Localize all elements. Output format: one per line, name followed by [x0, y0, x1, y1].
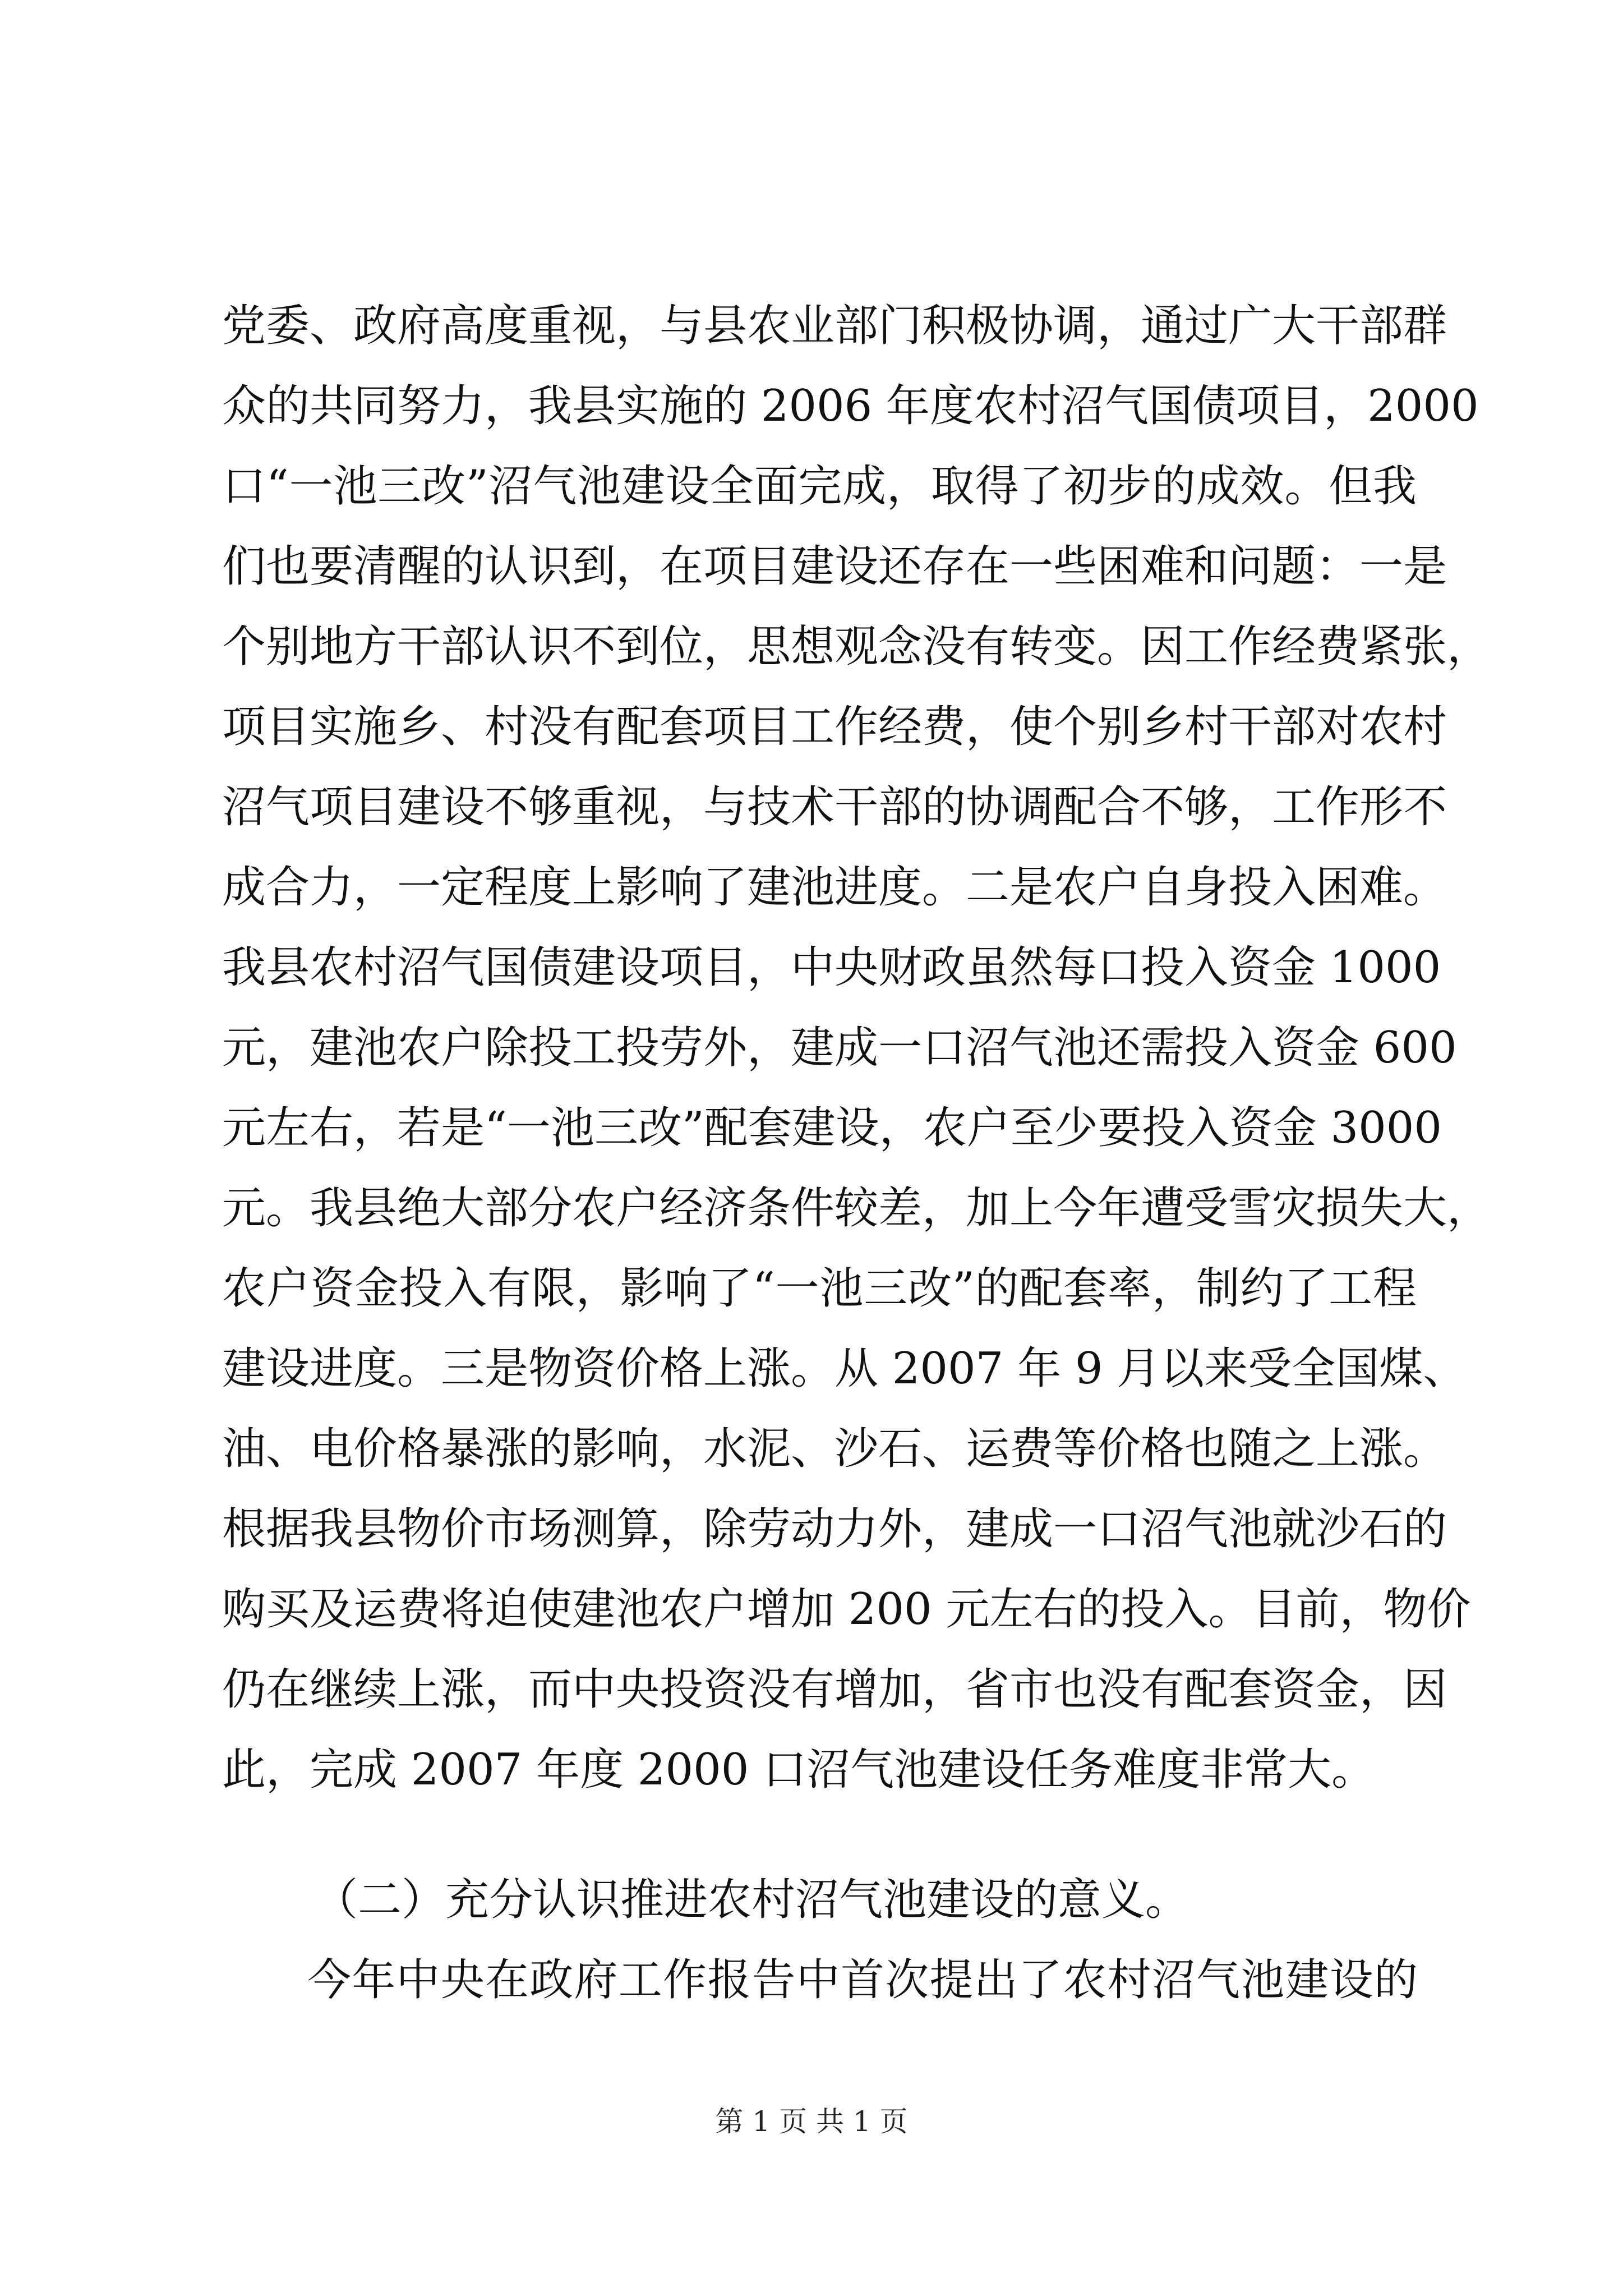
section-heading: （二）充分认识推进农村沼气池建设的意义。 — [314, 1875, 1189, 1925]
text-line: 根据我县物价市场测算，除劳动力外，建成一口沼气池就沙石的 — [222, 1504, 1447, 1554]
paragraph-2: 今年中央在政府工作报告中首次提出了农村沼气池建设的 — [307, 1955, 1418, 2005]
text-line: 建设进度。三是物资价格上涨。从 2007 年 9 月以来受全国煤、 — [222, 1343, 1467, 1394]
text-line: 仍在继续上涨，而中央投资没有增加，省市也没有配套资金，因 — [222, 1664, 1447, 1715]
text-line: 元，建池农户除投工投劳外，建成一口沼气池还需投入资金 600 — [222, 1023, 1457, 1073]
text-line: 我县农村沼气国债建设项目，中央财政虽然每口投入资金 1000 — [222, 942, 1441, 993]
text-line: 购买及运费将迫使建池农户增加 200 元左右的投入。目前，物价 — [222, 1584, 1471, 1635]
text-line: 党委、政府高度重视，与县农业部门积极协调，通过广大干部群 — [222, 301, 1447, 351]
text-line: 农户资金投入有限，影响了“一池三改”的配套率，制约了工程 — [222, 1263, 1417, 1314]
text-line: 沼气项目建设不够重视，与技术干部的协调配合不够，工作形不 — [222, 782, 1447, 832]
text-line: 项目实施乡、村没有配套项目工作经费，使个别乡村干部对农村 — [222, 702, 1447, 752]
text-line: 们也要清醒的认识到，在项目建设还存在一些困难和问题：一是 — [222, 541, 1447, 592]
text-line: 元。我县绝大部分农户经济条件较差，加上今年遭受雪灾损失大， — [222, 1183, 1491, 1234]
text-line: 油、电价格暴涨的影响，水泥、沙石、运费等价格也随之上涨。 — [222, 1424, 1447, 1474]
text-line: 口“一池三改”沼气池建设全面完成，取得了初步的成效。但我 — [222, 461, 1417, 512]
text-line: 此，完成 2007 年度 2000 口沼气池建设任务难度非常大。 — [222, 1745, 1376, 1795]
text-line: 成合力，一定程度上影响了建池进度。二是农户自身投入困难。 — [222, 862, 1447, 913]
paragraph-1 — [222, 286, 1491, 1810]
text-line: 个别地方干部认识不到位，思想观念没有转变。因工作经费紧张， — [222, 622, 1491, 672]
text-line: 元左右，若是“一池三改”配套建设，农户至少要投入资金 3000 — [222, 1103, 1442, 1153]
text-line: 众的共同努力，我县实施的 2006 年度农村沼气国债项目，2000 — [222, 381, 1479, 431]
page-footer: 第 1 页 共 1 页 — [715, 2105, 908, 2138]
